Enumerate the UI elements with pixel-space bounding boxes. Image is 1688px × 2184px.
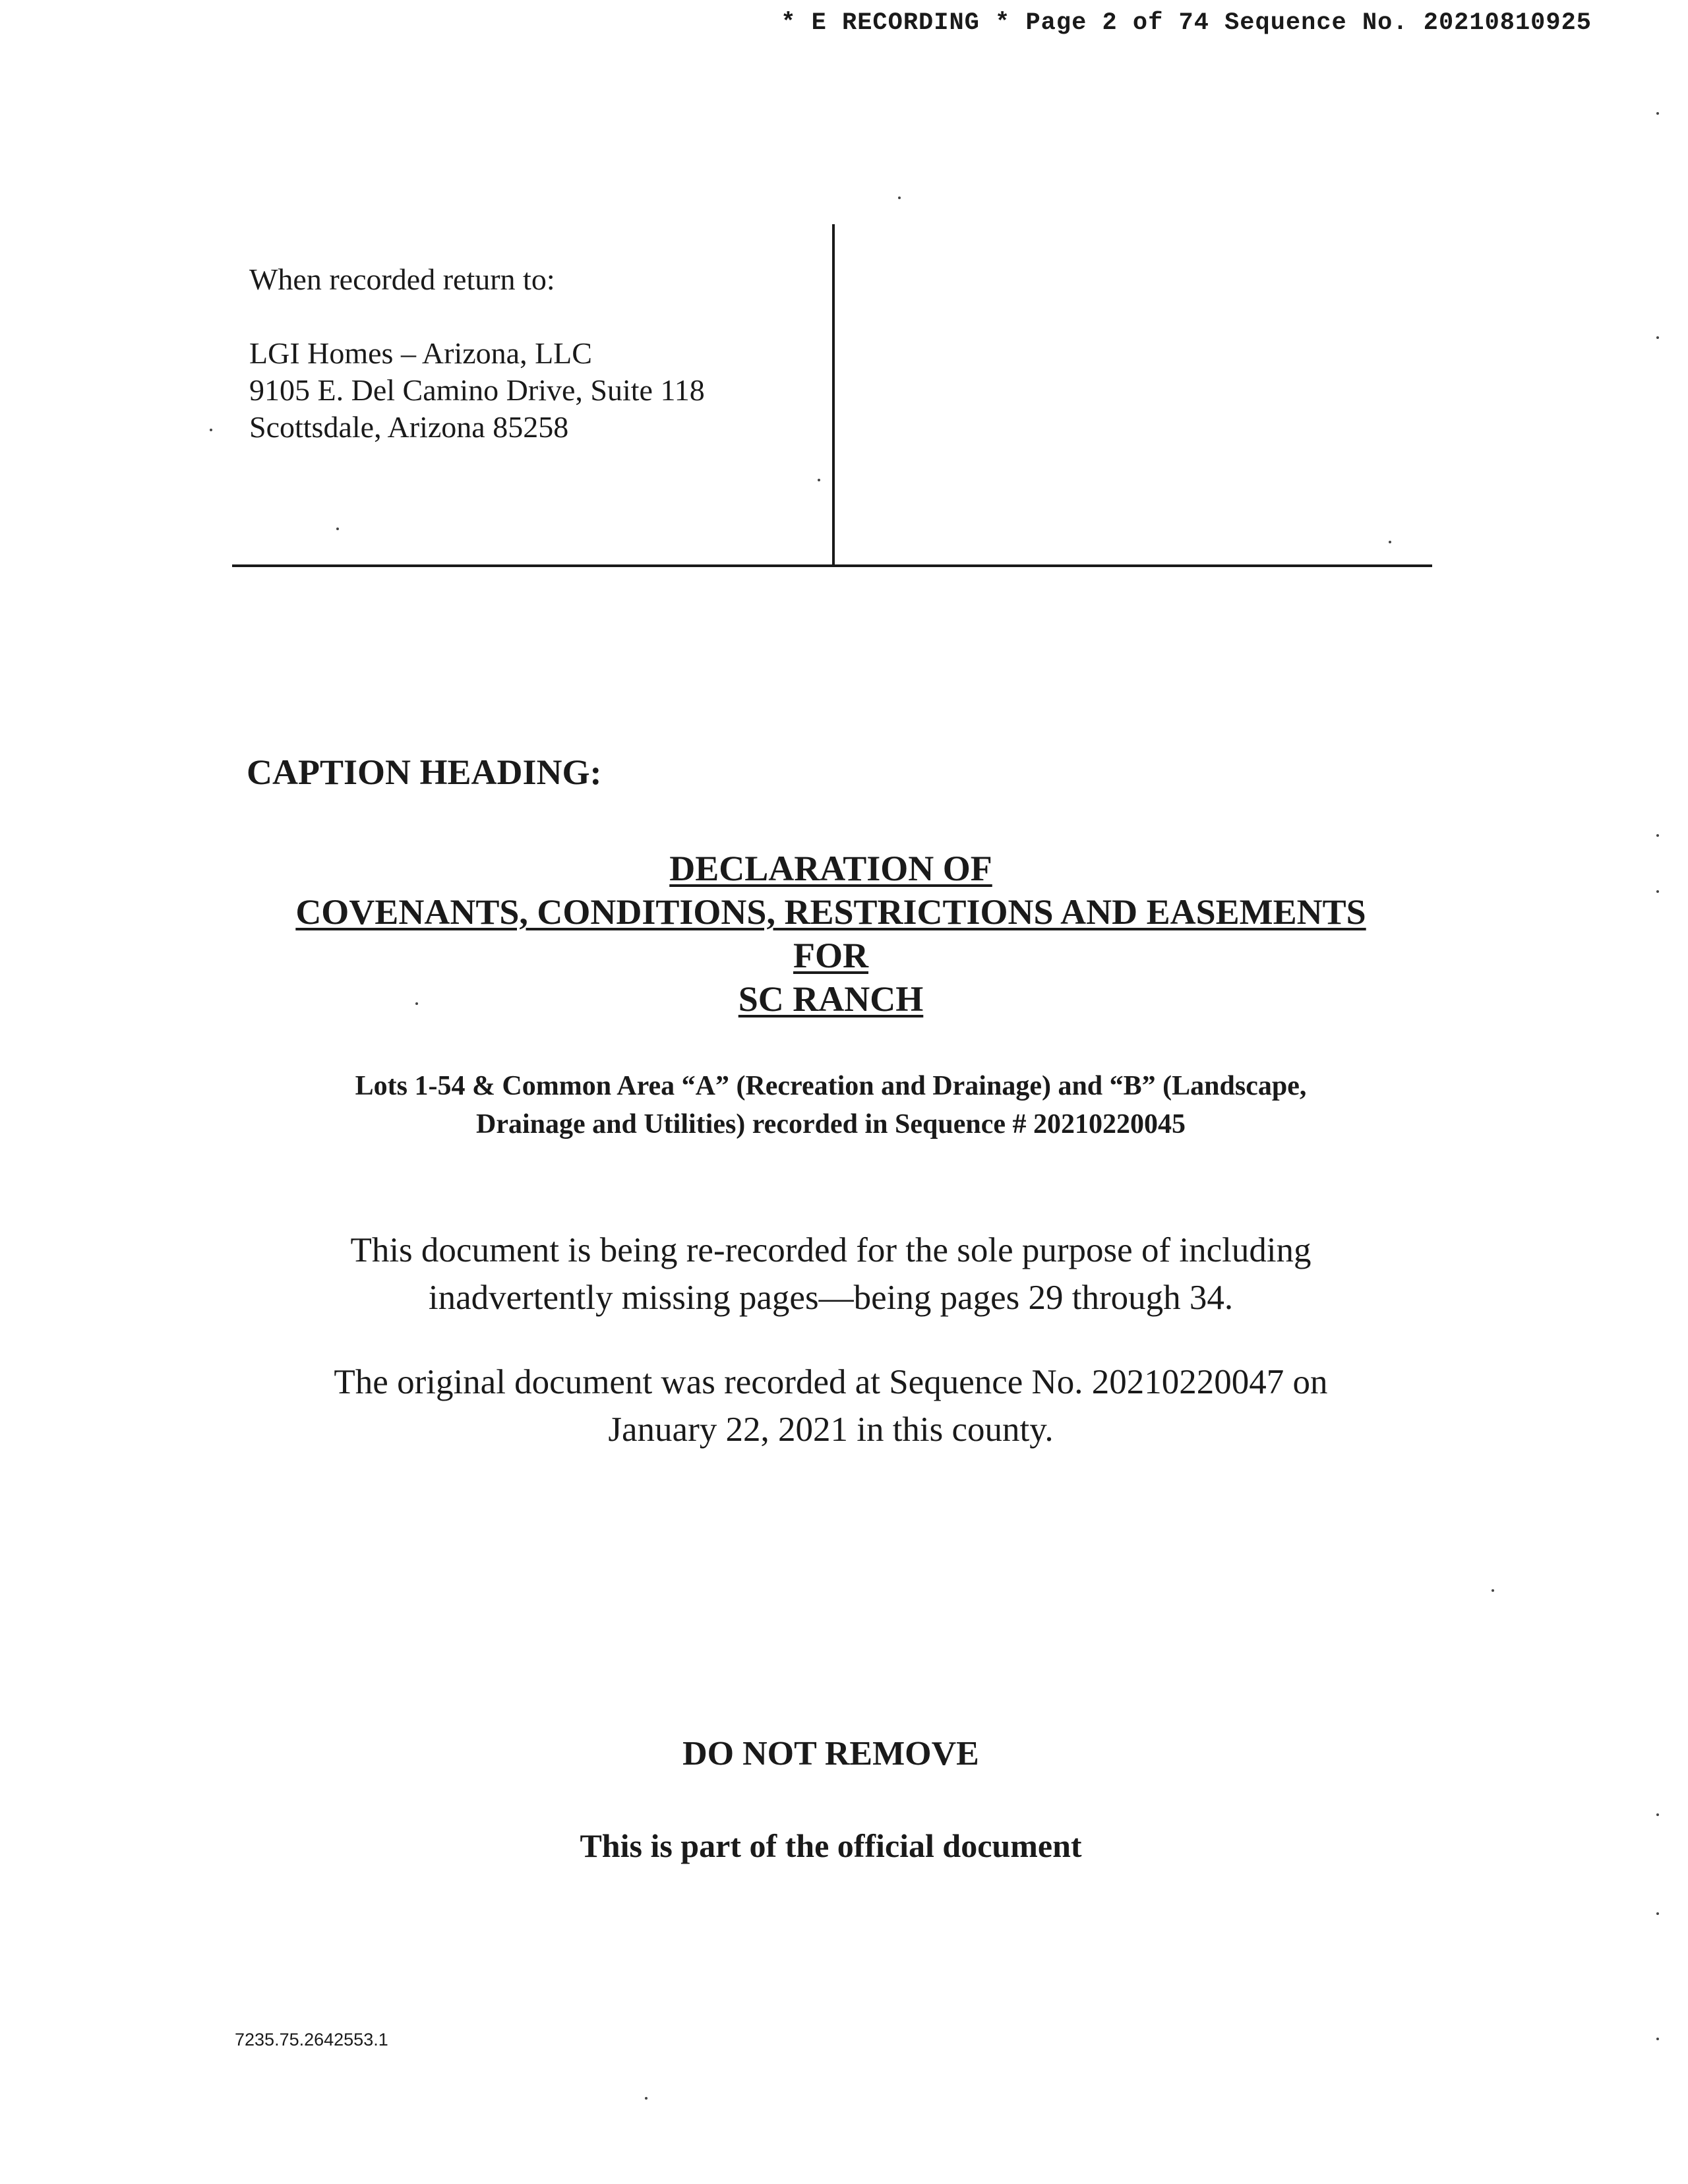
- rerecord-paragraph: [0, 1227, 1662, 1321]
- scan-speck: [645, 2097, 648, 2100]
- scan-speck: [336, 528, 339, 530]
- scan-speck: [415, 1002, 418, 1005]
- scan-speck: [1492, 1589, 1494, 1592]
- recording-header: * E RECORDING * Page 2 of 74 Sequence No. 20210810925: [781, 9, 1592, 37]
- scan-speck: [1389, 541, 1391, 543]
- title-line: DECLARATION OF: [669, 849, 992, 888]
- declaration-title: [0, 847, 1662, 1021]
- lots-line: Drainage and Utilities) recorded in Sequence # 20210220045: [475, 1109, 1186, 1139]
- scan-speck: [1656, 1912, 1659, 1915]
- return-box-horizontal-rule: [232, 564, 1432, 567]
- return-box-vertical-rule: [832, 224, 835, 567]
- return-address-line: Scottsdale, Arizona 85258: [249, 410, 569, 444]
- scan-speck: [818, 479, 820, 481]
- lots-line: Lots 1-54 & Common Area “A” (Recreation and Drainage) and “B” (Landscape,: [355, 1071, 1307, 1101]
- scan-speck: [210, 429, 212, 431]
- scan-speck: [898, 197, 901, 199]
- original-record-line: The original document was recorded at Sequence No. 20210220047 on: [334, 1363, 1328, 1401]
- return-address-line: 9105 E. Del Camino Drive, Suite 118: [249, 373, 705, 407]
- official-document-notice: This is part of the official document: [580, 1827, 1082, 1864]
- title-line: SC RANCH: [738, 979, 924, 1019]
- rerecord-line: This document is being re-recorded for the sole purpose of including: [350, 1231, 1311, 1269]
- scan-speck: [1656, 890, 1659, 893]
- document-id-footer: 7235.75.2642553.1: [235, 2030, 388, 2049]
- lots-description: [0, 1067, 1662, 1143]
- original-record-line: January 22, 2021 in this county.: [608, 1410, 1054, 1449]
- do-not-remove-heading: DO NOT REMOVE: [682, 1735, 979, 1773]
- title-line: FOR: [793, 936, 868, 975]
- scan-speck: [1656, 1813, 1659, 1816]
- original-record-paragraph: [0, 1358, 1662, 1453]
- caption-heading-label: CAPTION HEADING:: [247, 752, 602, 792]
- scan-speck: [1656, 112, 1659, 115]
- scan-speck: [1656, 336, 1659, 339]
- return-to-label: When recorded return to:: [249, 262, 555, 296]
- return-address-line: LGI Homes – Arizona, LLC: [249, 336, 592, 370]
- scan-speck: [1656, 2038, 1659, 2040]
- return-address-block: [249, 261, 705, 446]
- title-line: COVENANTS, CONDITIONS, RESTRICTIONS AND EASEMENTS: [295, 892, 1366, 932]
- rerecord-line: inadvertently missing pages—being pages 29 through 34.: [428, 1279, 1234, 1317]
- scan-speck: [1656, 834, 1659, 837]
